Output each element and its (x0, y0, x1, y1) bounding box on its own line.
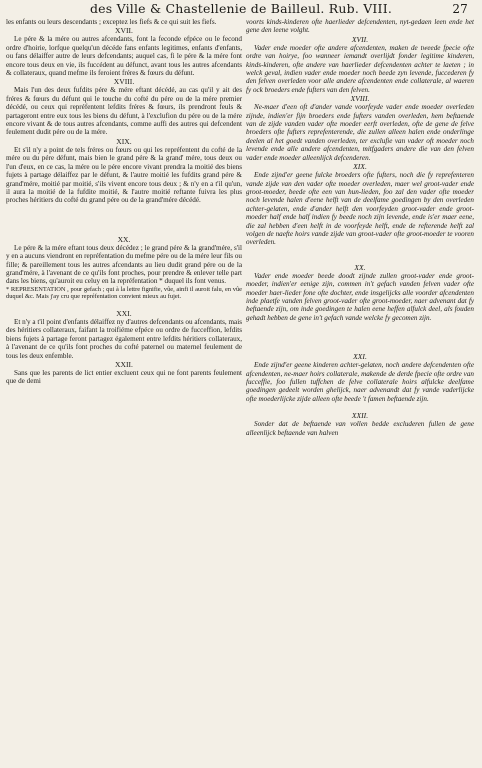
paragraph-19: Et s'il n'y a point de tels fréres ou fœurs ou qui les repréfentent du cofté de la mére ou du pére défunt, mais bien le grand pére & la grand' mére, tous deux ou l'un d'eux, en ce cas, la mére ou le pére encore vivant prendra la moitié des biens fujets à partage délaiffez par le défunt, & l'autre moitié les fufdits grand pére & grand'mére, moitié par moitié, s'ils vivent encore tous deux ; & n'y en a t'il qu'un, il aura la moitié de la fufdite moitié, & l'autre moitié reftante fuivra les plus proches héritiers du cofté du grand pére ou de la grand'mére décédé. (6, 145, 242, 205)
section-heading-17: XVII. (115, 26, 133, 36)
paragraph-18: Ne-maer d'een oft d'ander vande voorfeyde vader ende moeder overleden zijnde, indien'er fijn broeders ende fufters vanden overleden, hem beftaende van de zijde vanden vader ofte moeder eerft overleden, ofte de gene de felve broeders ofte fufters reprefenterende, die zullen alleen halen ende onderlinge deelen al het goedt vanden overleden, ter exclufie van vader oft moeder noch levende ende alle andere afcendenten, mitfgaders andere die van den felven vader ende moeder alleenlijck defcenderen. (246, 103, 474, 162)
rubric-label: Rub. VIII. (328, 1, 393, 16)
paragraph-18: Mais l'un des deux fufdits pére & mére eftant décédé, au cas qu'il y ait des fréres & fœurs du défunt qui le touche du cofté du pére ou de la mére premier décédé, ou ceux qui repréfentent lefdits fréres & fœurs, ils prendront feuls & partageront entre eux tous les biens du défunt, à l'exclufion du pére ou de la mére encore vivant & de tous autres afcendants, comme auffi des autres qui defcendent feulement dudit pére ou de la mére. (6, 86, 242, 137)
section-heading-21: XXI. (353, 352, 367, 362)
paragraph-19: Ende zijnd'er geene fulcke broeders ofte fufters, noch die fy reprefenteren vande zijde van den vader ofte moeder overleden, maer wel groot-vader ende groot-moeder, beede ofte een van hun-lieden, foo zal den vader ofte moeder noch levende halen d'eene helft van de deelfame goedingen by den overleden achter-gelaten, ende d'ander helft den voorfeyden groot-vader ende groot-moeder half ende half indien fy beede noch zijn levende, ende is'er maer eene, die zal hebben d'een helft in de voorfeyde helft, ende de refterende helft zal volgen de naefte hoirs vande zijde van groot-vader ofte groot-moeder te vooren overleden. (246, 171, 474, 247)
paragraph-22: Sans que les parents de lict entier excluent ceux qui ne font parents feulement que de demi (6, 368, 242, 386)
section-heading-18: XVIII. (350, 94, 370, 104)
paragraph-intro: les enfants ou leurs descendants ; exceptez les fiefs & ce qui suit les fiefs. (6, 18, 217, 26)
footnote-representation: * REPRESENTATION , pour gefach ; qui à la lettre fignifie, vûe, ainfi il auroit falu, en vûe duquel &c. Mais j'ay cru que repréfentation convient mieux au fujet. (6, 285, 242, 301)
flemish-column (246, 18, 474, 766)
paragraph-20: Le pére & la mére eftant tous deux décédez ; le grand pére & la grand'mére, s'il y en a aucuns viendront en repréfentation du mefme pére ou de la mére leur fils ou fille; & pareillement tous les autres afcendants au lieu dudit grand pére ou de la grand'mére, à l'avenant de ce qu'ils font proches, pour prendre & enlever telle part dans les biens, qu'auroit eu celuy en la repréfentation * duquel ils font venus. (6, 243, 242, 286)
section-heading-20: XX. (354, 262, 366, 272)
page-header (0, 0, 482, 20)
french-column (6, 18, 242, 766)
paragraph-20: Vader ende moeder beede doodt zijnde zullen groot-vader ende groot-moeder, indien'er eenige zijn, commen in't gefach vanden felven vader ofte moeder haer-lieder fone ofte dochter, ende insgelijcks alle voorder afcendenten inde plaetfe vanden felven groot-vader ofte groot-moeder, naer advenant dat fy beftaende zijn, om inde goedingen te halen eene heffen alfulck deel, als fouden gehadt hebben de gene in't gefach vande welcke fy gecomen zijn. (246, 271, 474, 322)
section-heading-21: XXI. (116, 308, 132, 318)
paragraph-17: Le pére & la mére ou autres afcendants, font la feconde efpéce ou le fecond ordre d'hoirie, lorfque quelqu'un décéde fans enfants legitimes, enfants d'enfants, ou fans délaiffer autre de leurs defcendants; auquel cas, fi le pére & la mére font encore tous deux en vie, ils fuccédent au défunct, avant tous les autres afcendants & collateraux, quand mefme ils feroient fréres & fœurs du défunt. (6, 35, 242, 78)
paragraph-22: Sonder dat de beftaende van vollen bedde excluderen fullen de gene alleenlijck beftaende van halven (246, 420, 474, 437)
section-heading-17: XVII. (351, 34, 369, 44)
section-heading-19: XIX. (116, 136, 132, 146)
section-heading-22: XXII. (115, 359, 133, 369)
section-heading-22: XXII. (351, 411, 369, 421)
paragraph-21: Ende zijnd'er geene kinderen achter-gelaten, noch andere defcendenten ofte afcendenten, ne-maer hoirs collaterale, makende de derde fpecie ofte ordre van fucceffie, foo fullen tuffchen de felve collaterale hoirs alfulcke deelfame goedingen gedeelt worden ghelijck, naer advenandt dat fy vande vaderlijcke ofte moederlijcke zijde alleen ofte beede 't famen beftaende zijn. (246, 361, 474, 403)
paragraph-21: Et n'y a t'il point d'enfants délaiffez ny d'autres defcendants ou afcendants, mais des héritiers collateraux, faifant la troifiéme efpéce ou ordre de fucceffion, lefdits biens fujets à partage feront partagez également entre lefdits héritiers collateraux, à l'avenant de ce qu'ils font proches du cofté paternel ou maternel feulement de tous les deux enfemble. (6, 317, 242, 360)
paragraph-17: Vader ende moeder ofte andere afcendenten, maken de tweede fpecie ofte ordre van hoirye, foo wanneer iemandt overlijdt fonder legitime kinderen, kinds-kinderen, ofte andere van haerlieder defcendenten achter te laeten ; in welck geval, indien vader ende moeder noch beede zyn levende, fuccederen fy den felven overleden voor alle andere afcendenten ende collaterale, al waeren fy ock broeders ende fufters van den felven. (246, 43, 474, 94)
section-heading-20: XX. (117, 234, 131, 244)
page-number: 27 (452, 2, 468, 16)
running-title: des Ville & Chastellenie de Bailleul. (89, 1, 325, 16)
section-heading-18: XVIII. (113, 77, 135, 87)
section-heading-19: XIX. (353, 162, 367, 172)
paragraph-intro: voorts kinds-kinderen ofte haerlieder defcendenten, nyt-gedaen leen ende het gene den leene volght. (246, 18, 474, 35)
